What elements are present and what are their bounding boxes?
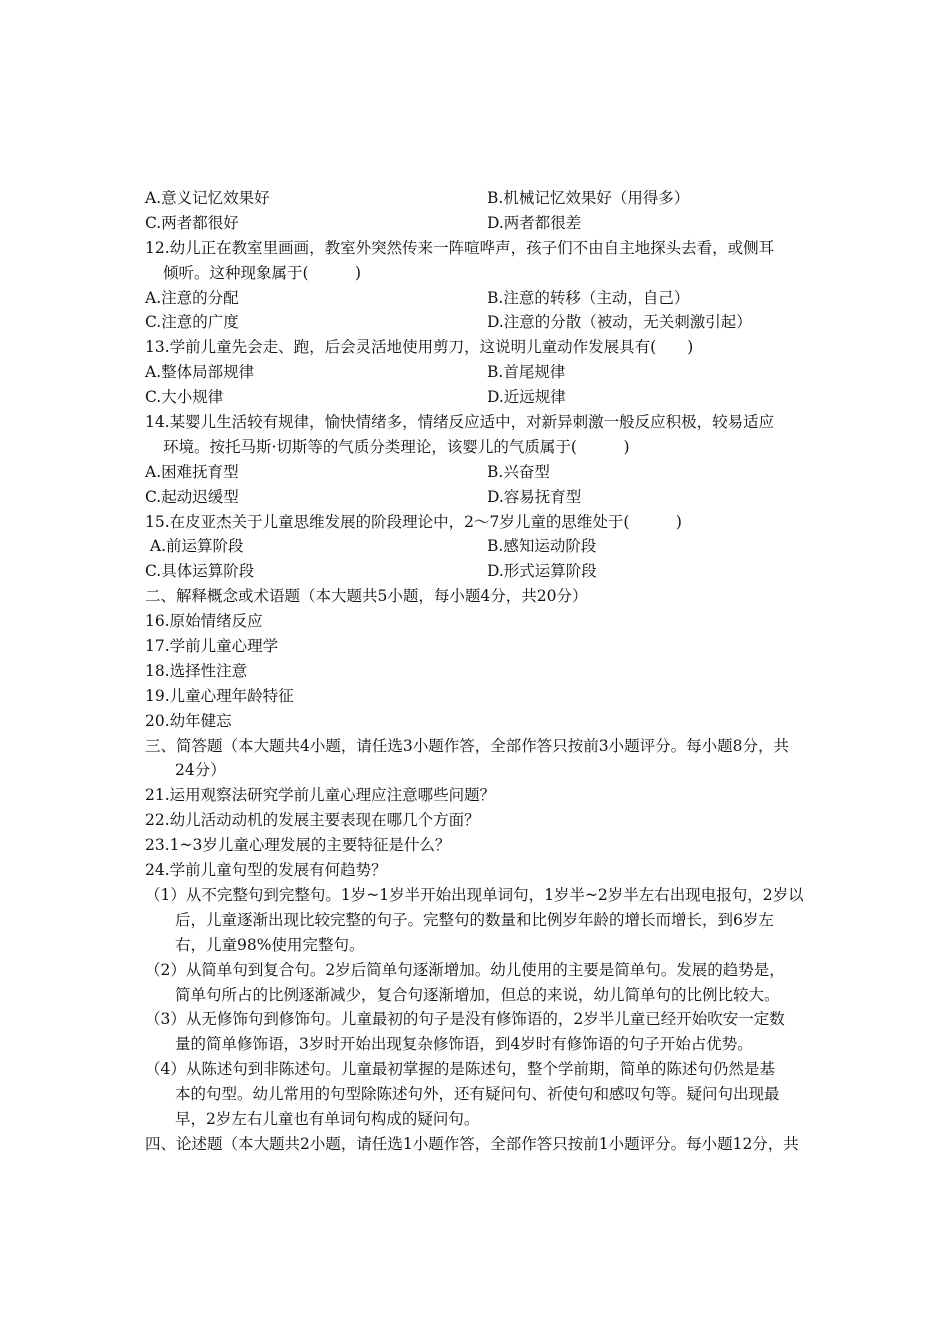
q14-options-row-2 <box>145 485 810 510</box>
section2-heading: 二、解释概念或术语题（本大题共5小题，每小题4分，共20分） <box>145 587 588 606</box>
option-c: C.两者都很好 <box>145 213 239 232</box>
q13-options-row-2 <box>145 385 810 410</box>
q11-options-row-2 <box>145 211 810 236</box>
option-d: D.两者都很差 <box>487 213 582 232</box>
option-b: B.首尾规律 <box>487 363 566 382</box>
term-item: 17.学前儿童心理学 <box>145 637 279 656</box>
q12-stem-line-2: 倾听。这种现象属于( ) <box>163 263 362 282</box>
short-answer-item: 22.幼儿活动动机的发展主要表现在哪几个方面？ <box>145 811 480 830</box>
option-b: B.注意的转移（主动，自己） <box>487 288 690 307</box>
answer-p1-line-3: 右，儿童98%使用完整句。 <box>175 935 365 954</box>
exam-page <box>145 186 810 1157</box>
term-item: 18.选择性注意 <box>145 661 248 680</box>
q12-options-row-1 <box>145 286 810 311</box>
answer-p2-line-2: 简单句所占的比例逐渐减少，复合句逐渐增加，但总的来说，幼儿简单句的比例比较大。 <box>175 985 780 1004</box>
answer-p1-line-2: 后，儿童逐渐出现比较完整的句子。完整句的数量和比例岁年龄的增长而增长，到6岁左 <box>175 910 774 929</box>
q14-stem-line-2: 环境。按托马斯·切斯等的气质分类理论，该婴儿的气质属于( ) <box>163 437 630 456</box>
option-c: C.起动迟缓型 <box>145 487 239 506</box>
answer-p4-line-1: （4）从陈述句到非陈述句。儿童最初掌握的是陈述句，整个学前期，简单的陈述句仍然是基 <box>145 1060 775 1079</box>
option-d: D.容易抚育型 <box>487 487 582 506</box>
option-d: D.形式运算阶段 <box>487 562 597 581</box>
option-a: A.意义记忆效果好 <box>145 189 270 207</box>
short-answer-item: 23.1~3岁儿童心理发展的主要特征是什么？ <box>145 836 451 855</box>
option-d: D.注意的分散（被动，无关刺激引起） <box>487 313 752 332</box>
q12-stem-line-1: 12.幼儿正在教室里画画，教室外突然传来一阵喧哗声，孩子们不由自主地探头去看，或侧耳 <box>145 238 775 257</box>
term-item: 20.幼年健忘 <box>145 711 232 730</box>
option-c: C.注意的广度 <box>145 313 239 332</box>
q15-stem: 15.在皮亚杰关于儿童思维发展的阶段理论中，2～7岁儿童的思维处于( ) <box>145 512 682 531</box>
section3-heading-line-1: 三、简答题（本大题共4小题，请任选3小题作答，全部作答只按前3小题评分。每小题8分，共 <box>145 736 789 755</box>
option-b: B.机械记忆效果好（用得多） <box>487 189 690 207</box>
option-a: A.整体局部规律 <box>145 363 255 382</box>
option-b: B.感知运动阶段 <box>487 537 597 556</box>
q13-stem: 13.学前儿童先会走、跑，后会灵活地使用剪刀，这说明儿童动作发展具有( ) <box>145 338 694 357</box>
q15-options-row-1 <box>145 534 810 559</box>
section3-heading-line-2: 24分） <box>175 761 226 780</box>
option-c: C.大小规律 <box>145 388 224 407</box>
short-answer-item: 21.运用观察法研究学前儿童心理应注意哪些问题？ <box>145 786 496 805</box>
q15-options-row-2 <box>145 559 810 584</box>
option-a: A.前运算阶段 <box>145 537 244 556</box>
option-b: B.兴奋型 <box>487 462 550 481</box>
answer-p3-line-2: 量的简单修饰语，3岁时开始出现复杂修饰语，到4岁时有修饰语的句子开始占优势。 <box>175 1035 753 1054</box>
q11-options-row-1 <box>145 186 810 211</box>
term-item: 19.儿童心理年龄特征 <box>145 686 294 705</box>
section4-heading: 四、论述题（本大题共2小题，请任选1小题作答，全部作答只按前1小题评分。每小题12分，共 <box>145 1134 799 1153</box>
answer-p2-line-1: （2）从简单句到复合句。2岁后简单句逐渐增加。幼儿使用的主要是简单句。发展的趋势是， <box>145 960 785 979</box>
q14-stem-line-1: 14.某婴儿生活较有规律，愉快情绪多，情绪反应适中，对新异刺激一般反应积极，较易适应 <box>145 413 775 432</box>
option-a: A.注意的分配 <box>145 288 239 307</box>
q14-options-row-1 <box>145 460 810 485</box>
q13-options-row-1 <box>145 360 810 385</box>
answer-p4-line-2: 本的句型。幼儿常用的句型除陈述句外，还有疑问句、祈使句和感叹句等。疑问句出现最 <box>175 1085 780 1104</box>
answer-p4-line-3: 早，2岁左右儿童也有单词句构成的疑问句。 <box>175 1109 480 1128</box>
answer-p1-line-1: （1）从不完整句到完整句。1岁~1岁半开始出现单词句，1岁半~2岁半左右出现电报句，2岁以 <box>145 885 804 904</box>
option-a: A.困难抚育型 <box>145 462 239 481</box>
option-d: D.近远规律 <box>487 388 566 407</box>
answer-p3-line-1: （3）从无修饰句到修饰句。儿童最初的句子是没有修饰语的，2岁半儿童已经开始吹安一定数 <box>145 1010 785 1029</box>
short-answer-item: 24.学前儿童句型的发展有何趋势？ <box>145 861 387 880</box>
term-item: 16.原始情绪反应 <box>145 612 263 631</box>
option-c: C.具体运算阶段 <box>145 562 255 581</box>
q12-options-row-2 <box>145 310 810 335</box>
